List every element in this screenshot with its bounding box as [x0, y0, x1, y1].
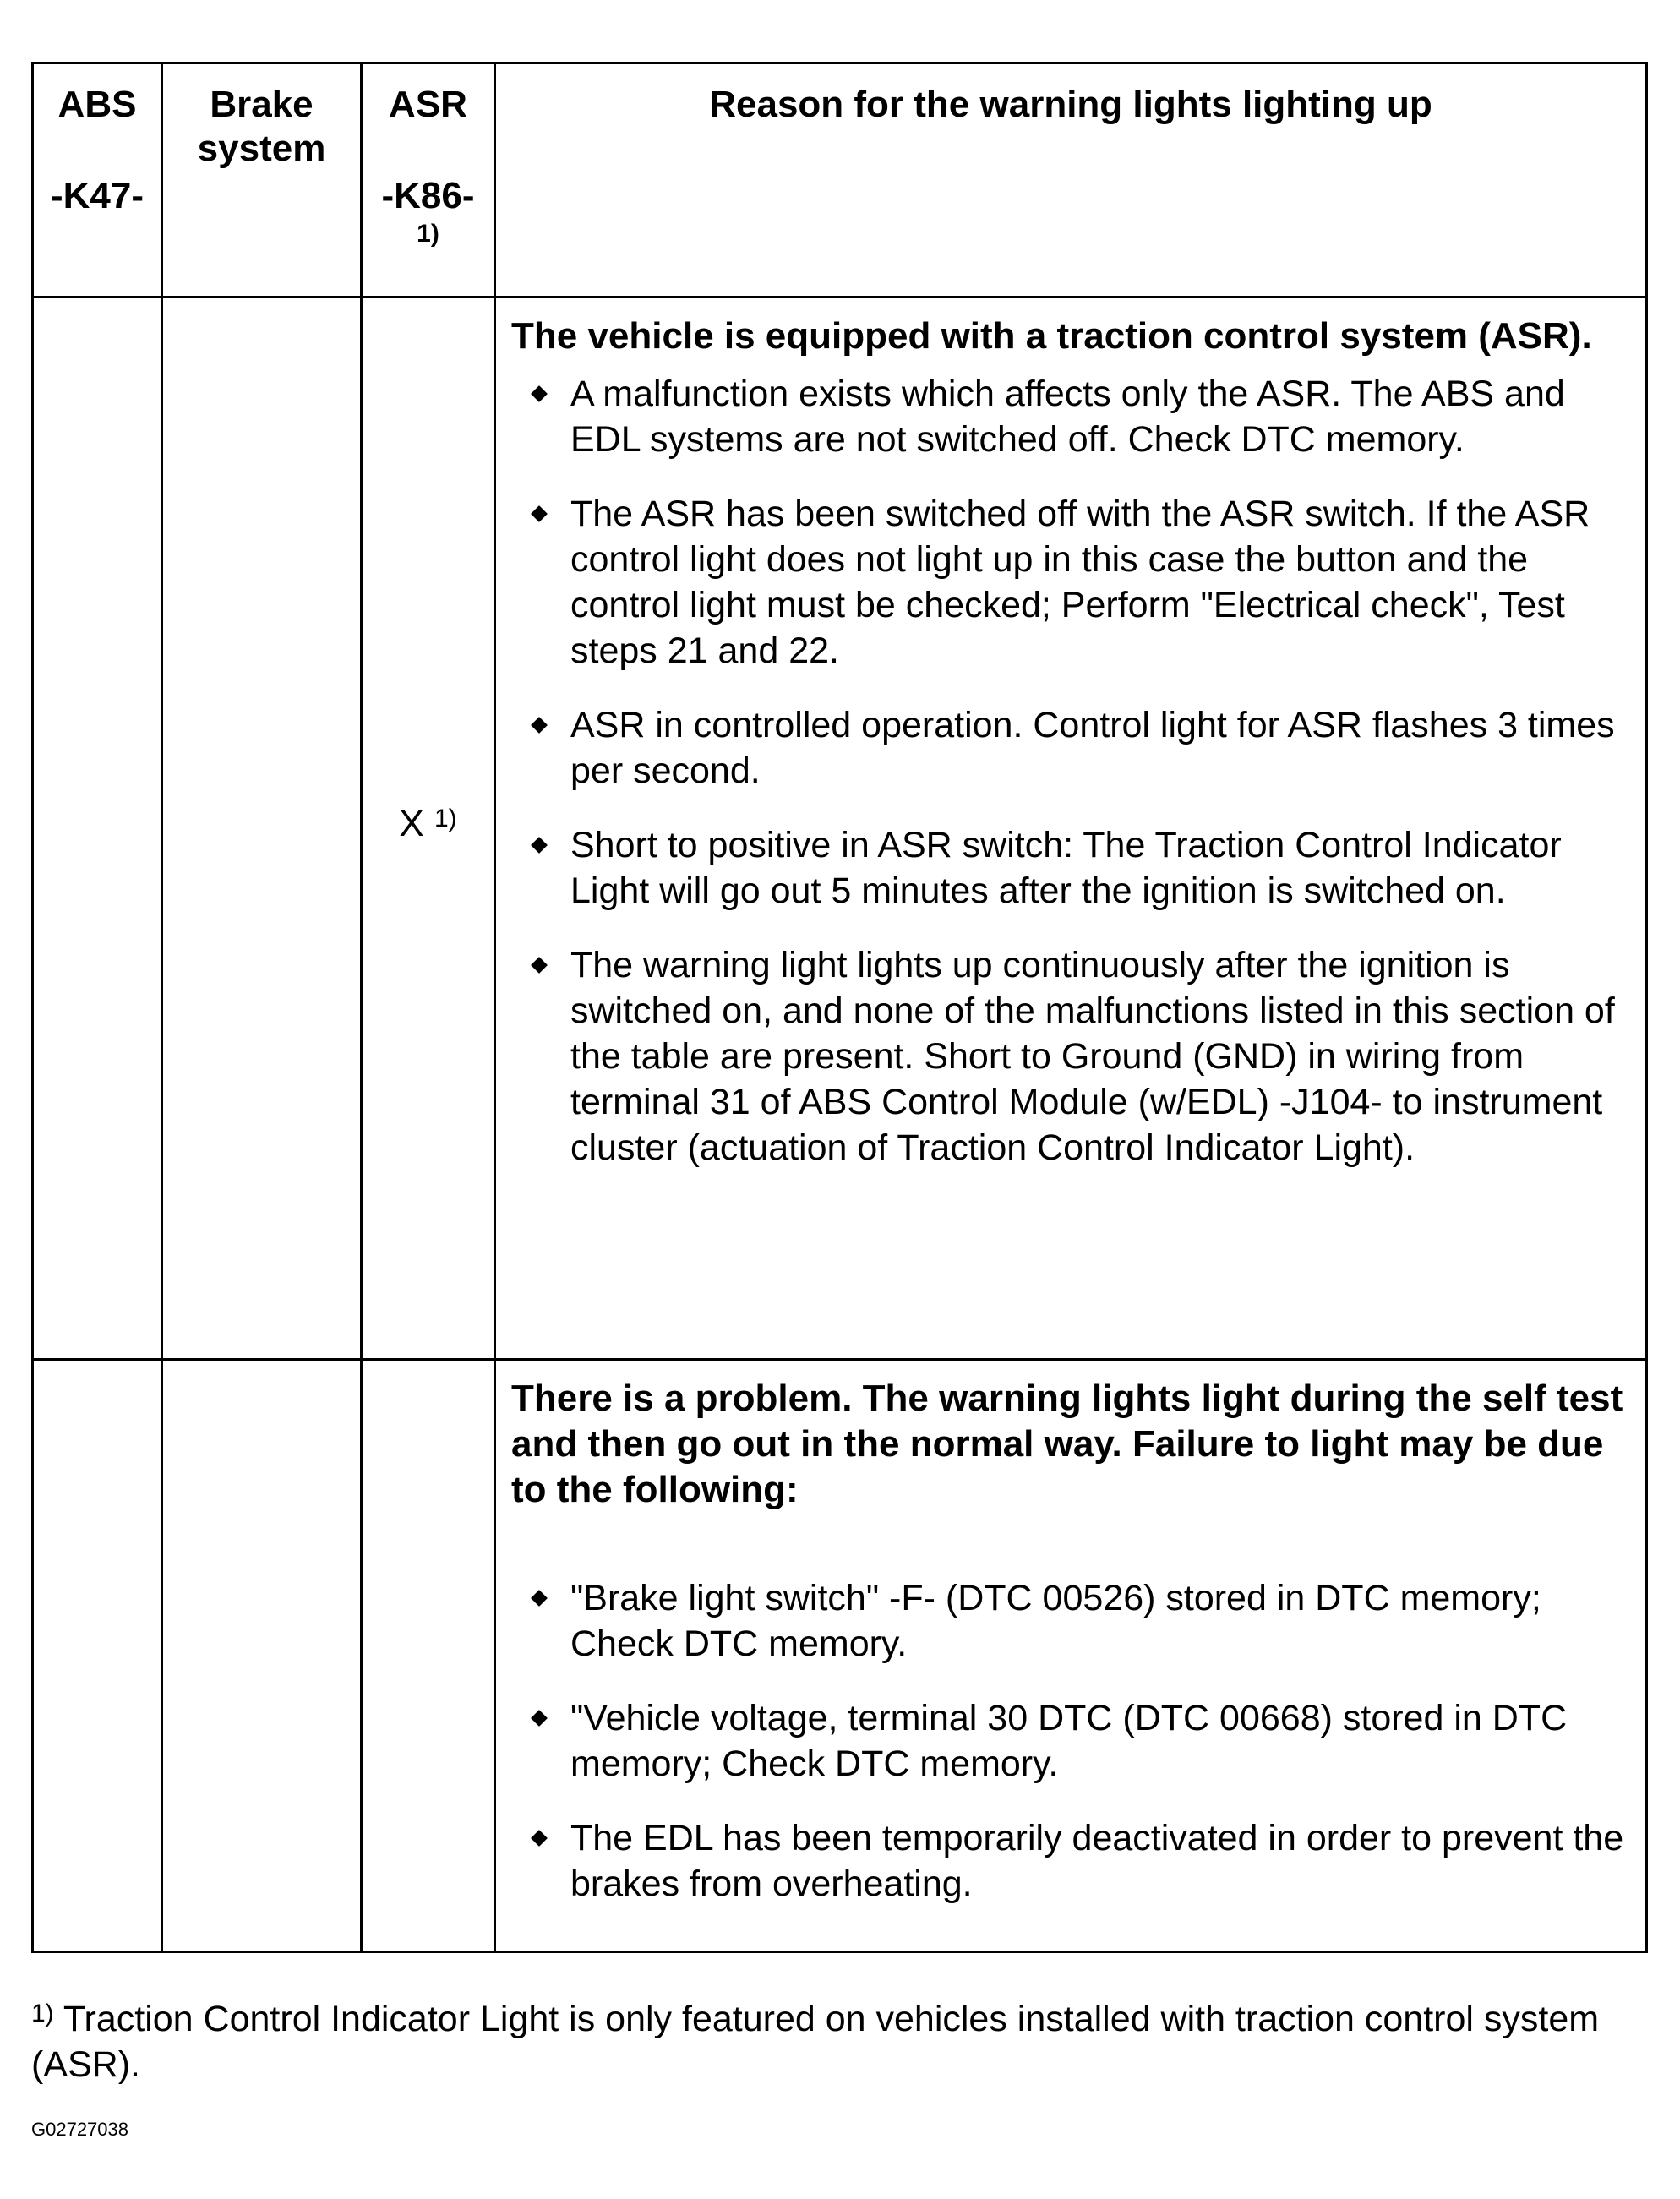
list-item — [511, 1695, 1630, 1787]
cell-brake — [162, 1360, 362, 1952]
table-row — [33, 297, 1647, 1360]
diamond-bullet-icon — [531, 837, 548, 854]
diamond-bullet-icon — [531, 717, 548, 734]
cell-asr — [362, 1360, 495, 1952]
list-item — [511, 371, 1630, 462]
header-reason-label: Reason for the warning lights lighting up — [709, 84, 1432, 125]
header-abs-label: ABS — [57, 84, 137, 125]
section-title: The vehicle is equipped with a traction control system (ASR). — [511, 315, 1592, 357]
list-item — [511, 1815, 1630, 1907]
list-item-text: Short to positive in ASR switch: The Traction Control Indicator Light will go out 5 minutes after the ignition is switched on. — [570, 825, 1562, 911]
cell-abs — [33, 1360, 162, 1952]
footnote-text: Traction Control Indicator Light is only featured on vehicles installed with traction control system (ASR). — [31, 1999, 1600, 2085]
list-item — [511, 491, 1630, 674]
table-row — [33, 1360, 1647, 1952]
asr-x-footnote-ref: 1) — [434, 805, 457, 832]
list-item — [511, 702, 1630, 794]
diamond-bullet-icon — [531, 957, 548, 974]
list-item-text: The EDL has been temporarily deactivated in order to prevent the brakes from overheating. — [570, 1818, 1624, 1904]
diamond-bullet-icon — [531, 1590, 548, 1607]
cell-asr — [362, 297, 495, 1360]
header-abs-code: -K47- — [50, 175, 145, 216]
cell-reason — [495, 1360, 1647, 1952]
bullet-list — [511, 1575, 1630, 1907]
table-header-row — [33, 63, 1647, 297]
footnote-marker: 1) — [31, 2000, 54, 2027]
list-item-text: "Vehicle voltage, terminal 30 DTC (DTC 00668) stored in DTC memory; Check DTC memory. — [570, 1698, 1568, 1784]
diamond-bullet-icon — [531, 505, 548, 522]
header-asr-code: -K86- — [381, 175, 475, 216]
list-item-text: The warning light lights up continuously after the ignition is switched on, and none of the malfunctions listed in this section of the table are present. Short to Ground (GND) in wiring from terminal 31 of ABS Control Module (w/EDL) -J104- to instrument cluster (actuation of Traction Control Indicator Light). — [570, 945, 1615, 1168]
header-reason — [495, 63, 1647, 297]
cell-brake — [162, 297, 362, 1360]
header-brake-system — [162, 63, 362, 297]
list-item — [511, 822, 1630, 914]
section-title: There is a problem. The warning lights light during the self test and then go out in the normal way. Failure to light may be due to the following: — [511, 1378, 1623, 1510]
list-item — [511, 1575, 1630, 1667]
asr-x-mark — [363, 801, 494, 847]
footnote — [31, 1996, 1648, 2087]
section-spacer — [511, 1525, 1630, 1575]
list-item — [511, 942, 1630, 1170]
header-asr-label: ASR — [389, 84, 467, 125]
list-item-text: The ASR has been switched off with the ASR switch. If the ASR control light does not light up in this case the button and the control light must be checked; Perform "Electrical check", Test steps 21 and 22. — [570, 494, 1590, 671]
header-asr-note: 1) — [417, 220, 439, 248]
diamond-bullet-icon — [531, 1830, 548, 1847]
figure-code: G02727038 — [31, 2119, 128, 2140]
header-brake-label: Brake system — [197, 84, 326, 169]
cell-reason — [495, 297, 1647, 1360]
list-item-text: "Brake light switch" -F- (DTC 00526) stored in DTC memory; Check DTC memory. — [570, 1578, 1541, 1664]
asr-x-letter: X — [399, 803, 424, 844]
list-item-text: A malfunction exists which affects only the ASR. The ABS and EDL systems are not switched off. Check DTC memory. — [570, 374, 1565, 460]
header-asr — [362, 63, 495, 297]
diamond-bullet-icon — [531, 385, 548, 402]
bullet-list — [511, 371, 1630, 1170]
diamond-bullet-icon — [531, 1710, 548, 1727]
header-abs — [33, 63, 162, 297]
list-item-text: ASR in controlled operation. Control light for ASR flashes 3 times per second. — [570, 705, 1615, 791]
warning-lights-table — [31, 62, 1648, 1953]
cell-abs — [33, 297, 162, 1360]
